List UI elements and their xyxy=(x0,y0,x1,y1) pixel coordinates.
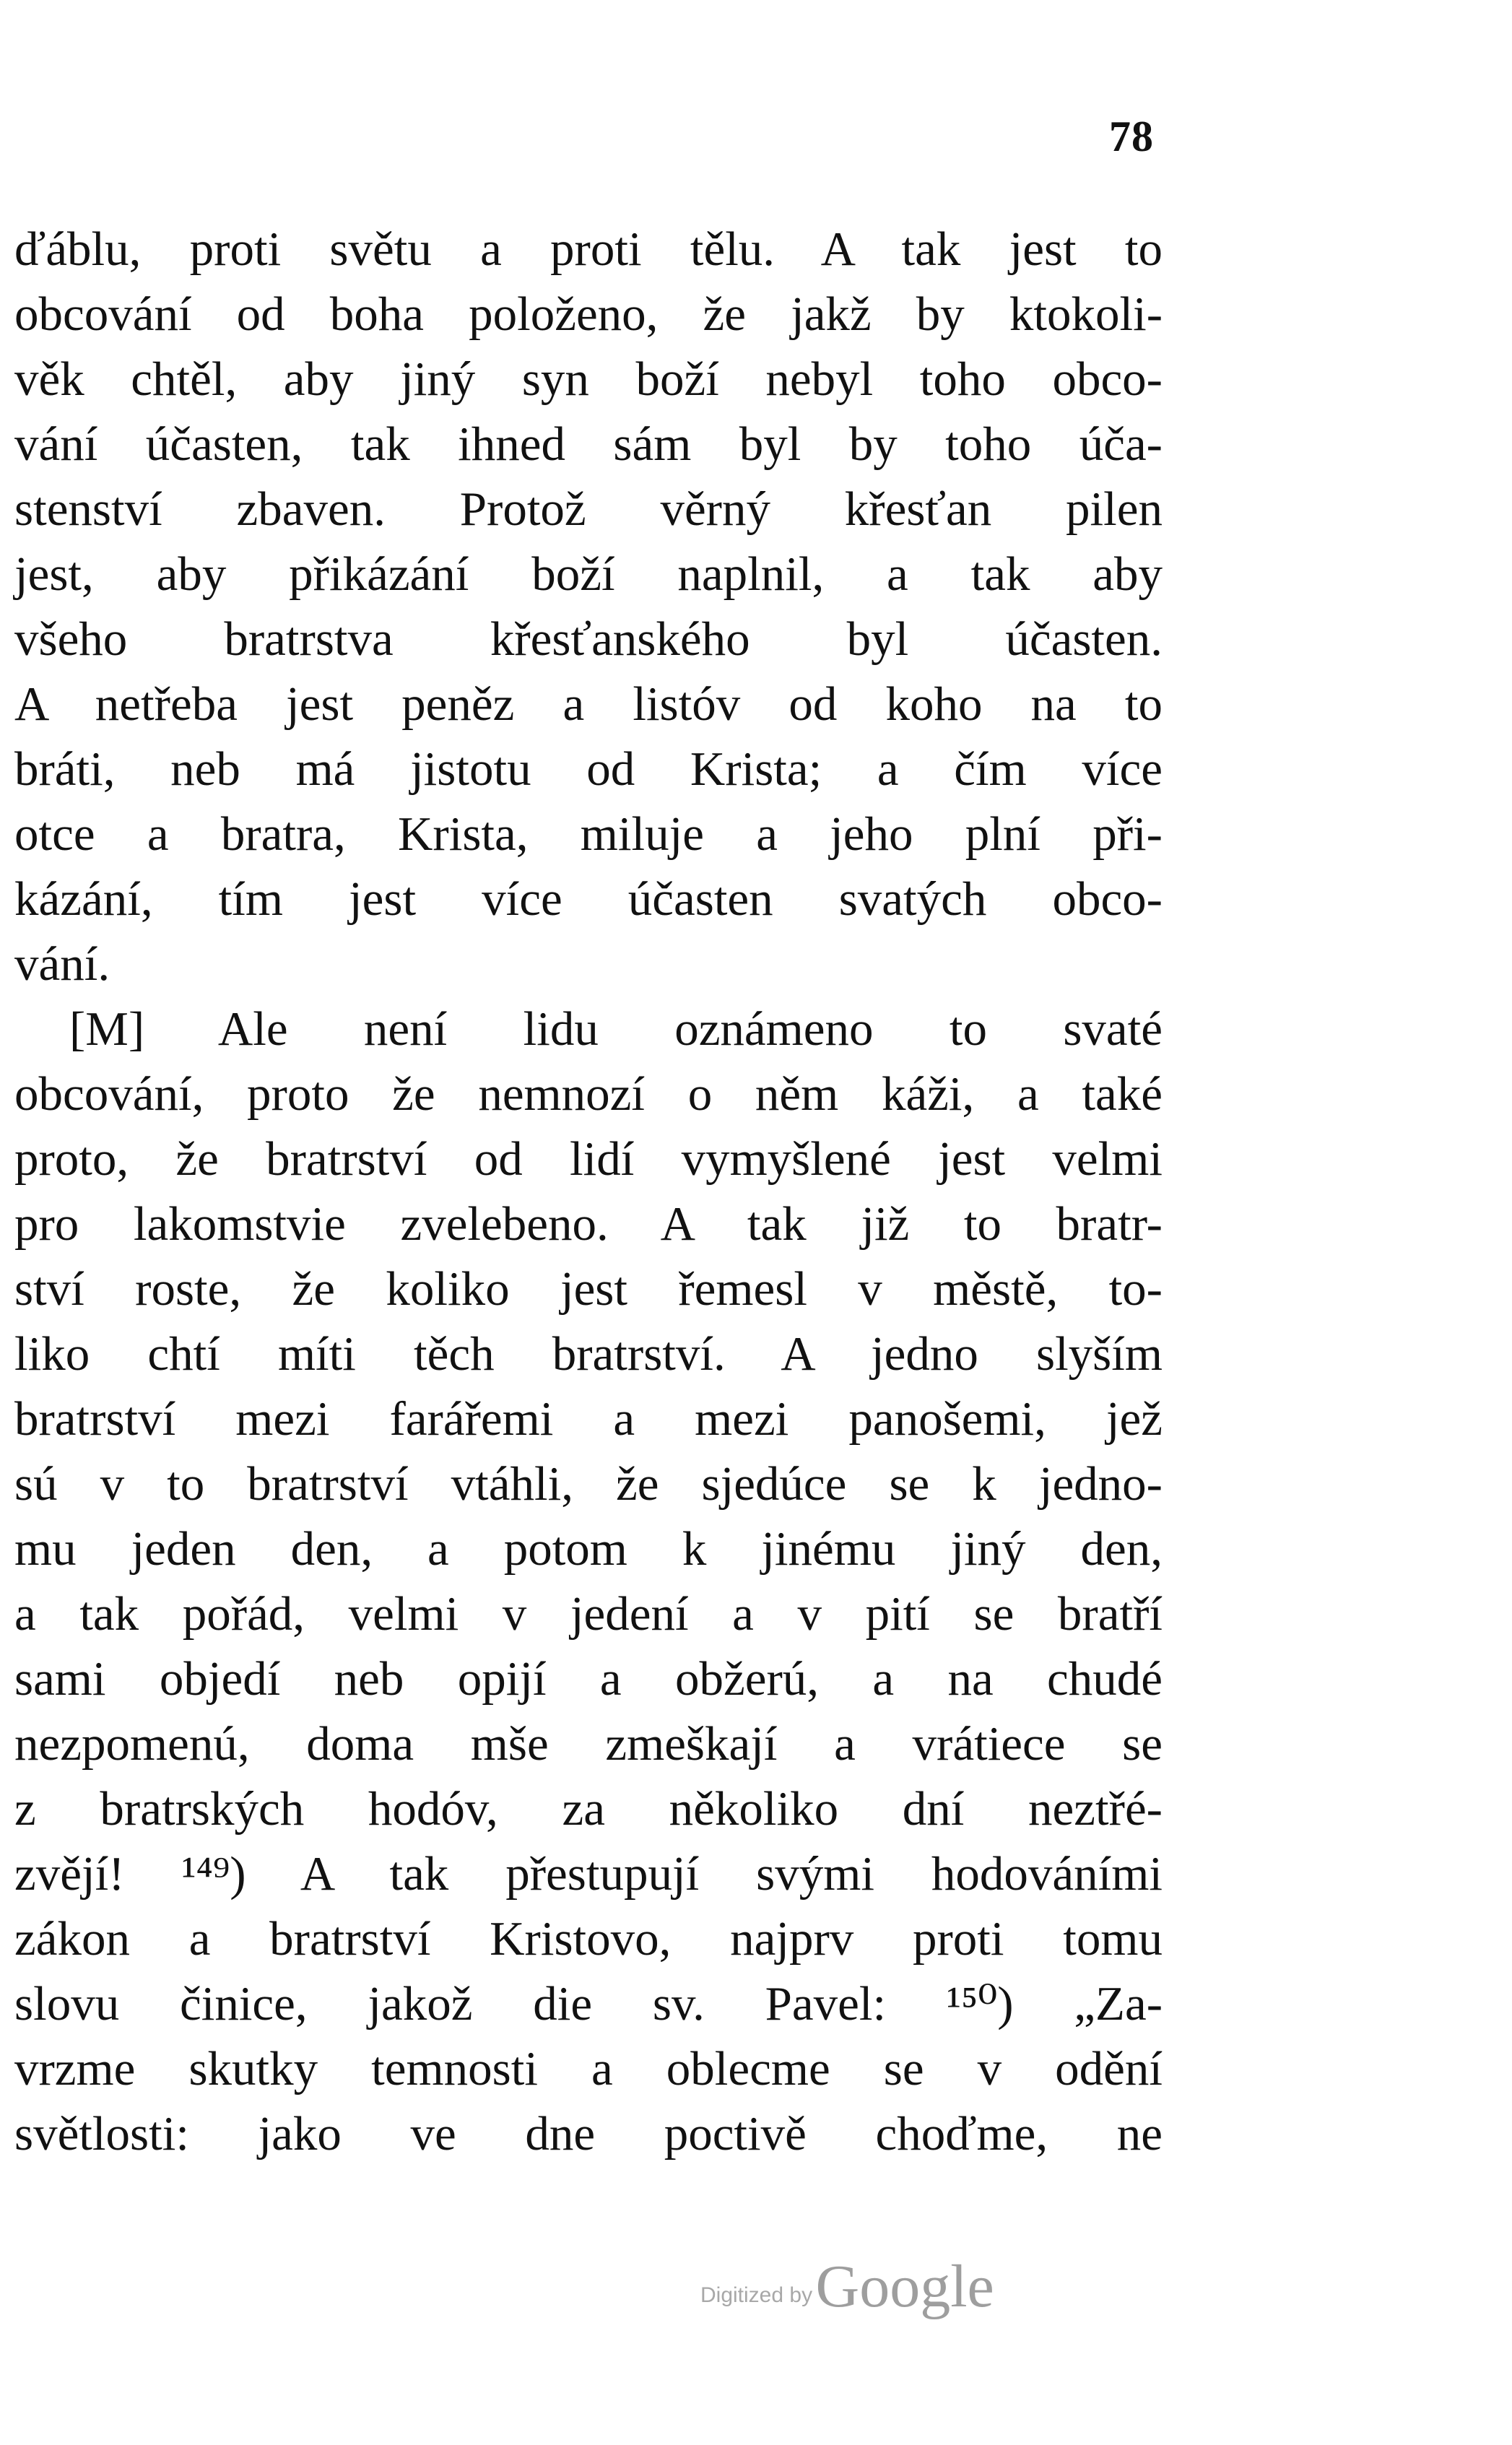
text-line: [M] Ale není lidu oznámeno to svaté xyxy=(69,1002,1163,1056)
text-line: stenství zbaven. Protož věrný křesťan pilen xyxy=(14,482,1163,536)
text-line: otce a bratra, Krista, miluje a jeho plní při- xyxy=(14,807,1163,861)
text-line: ství roste, že koliko jest řemesl v městě, to- xyxy=(14,1262,1163,1316)
text-line: zvějí! ¹⁴⁹) A tak přestupují svými hodováními xyxy=(14,1847,1163,1901)
text-line: sú v to bratrství vtáhli, že sjedúce se k jedno- xyxy=(14,1457,1163,1511)
text-line: mu jeden den, a potom k jinému jiný den, xyxy=(14,1522,1163,1576)
text-line: vrzme skutky temnosti a oblecme se v odění xyxy=(14,2042,1163,2096)
text-line: pro lakomstvie zvelebeno. A tak již to bratr- xyxy=(14,1197,1163,1251)
text-line: jest, aby přikázání boží naplnil, a tak aby xyxy=(14,547,1163,601)
text-line: věk chtěl, aby jiný syn boží nebyl toho obco- xyxy=(14,352,1163,406)
text-line: slovu činice, jakož die sv. Pavel: ¹⁵⁰) „Za- xyxy=(14,1977,1163,2031)
text-line: vání účasten, tak ihned sám byl by toho úča- xyxy=(14,417,1163,471)
text-line: ďáblu, proti světu a proti tělu. A tak jest to xyxy=(14,222,1163,276)
page-number: 78 xyxy=(1109,113,1154,160)
text-line: všeho bratrstva křesťanského byl účasten. xyxy=(14,612,1163,666)
text-line: nezpomenú, doma mše zmeškají a vrátiece se xyxy=(14,1717,1163,1771)
text-line: zákon a bratrství Kristovo, najprv proti tomu xyxy=(14,1912,1163,1966)
text-line: obcování, proto že nemnozí o něm káži, a také xyxy=(14,1067,1163,1121)
text-line: bráti, neb má jistotu od Krista; a čím více xyxy=(14,742,1163,796)
text-line: proto, že bratrství od lidí vymyšlené jest velmi xyxy=(14,1132,1163,1186)
watermark-prefix: Digitized by xyxy=(700,2283,813,2307)
body-text xyxy=(14,217,1163,2166)
text-line: sami objedí neb opijí a obžerú, a na chudé xyxy=(14,1652,1163,1706)
text-line: kázání, tím jest více účasten svatých obco- xyxy=(14,872,1163,926)
text-line: světlosti: jako ve dne poctivě choďme, ne xyxy=(14,2107,1163,2160)
text-line: vání. xyxy=(14,937,110,991)
digitized-watermark xyxy=(700,2251,994,2322)
text-line: A netřeba jest peněz a listóv od koho na to xyxy=(14,677,1163,731)
text-line: a tak pořád, velmi v jedení a v pití se bratří xyxy=(14,1587,1163,1641)
google-logo: Google xyxy=(815,2253,994,2320)
text-line: z bratrských hodóv, za několiko dní neztřé- xyxy=(14,1782,1163,1836)
text-line: obcování od boha položeno, že jakž by ktokoli- xyxy=(14,287,1163,341)
text-line: bratrství mezi farářemi a mezi panošemi, jež xyxy=(14,1392,1163,1446)
text-line: liko chtí míti těch bratrství. A jedno slyším xyxy=(14,1327,1163,1381)
